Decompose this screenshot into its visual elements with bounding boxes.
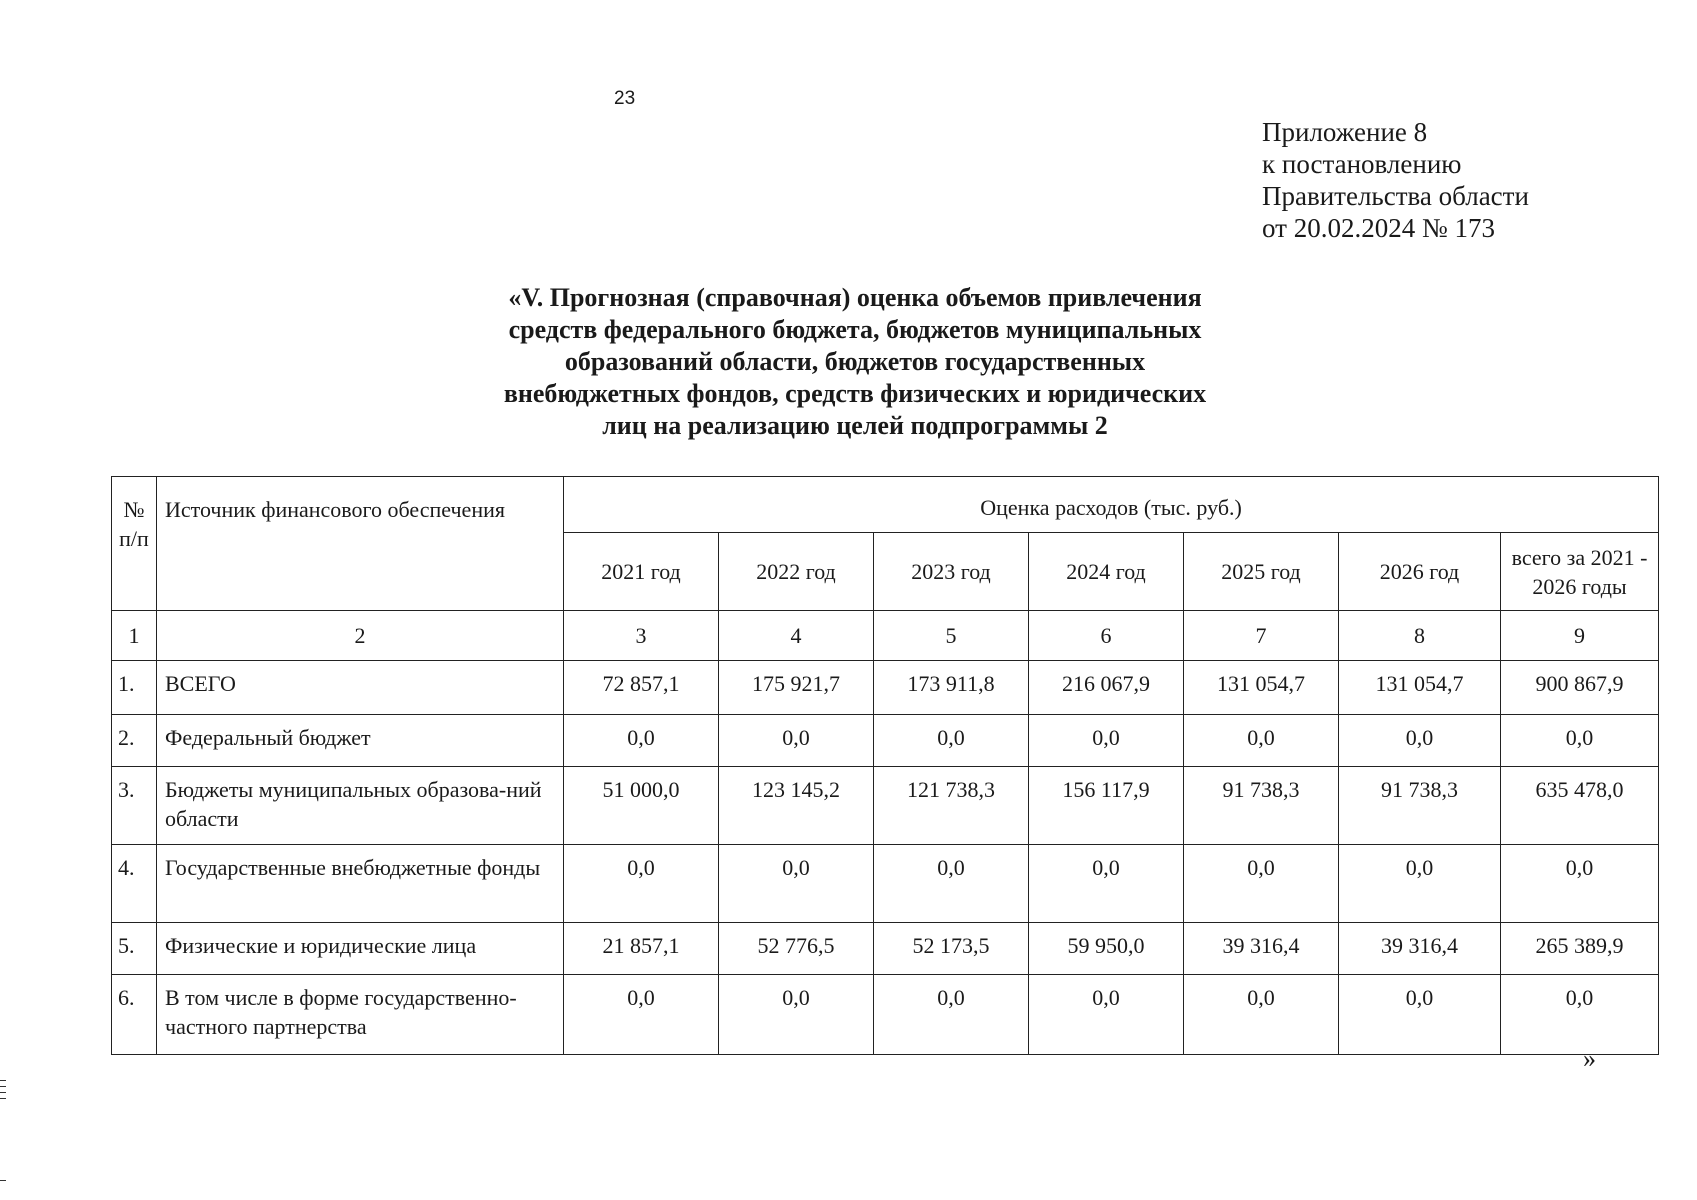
value-cell: 0,0 — [1339, 975, 1501, 1055]
header-year: 2026 год — [1339, 533, 1501, 611]
value-cell: 265 389,9 — [1501, 923, 1659, 975]
scan-margin-mark — [0, 1086, 6, 1087]
value-cell: 900 867,9 — [1501, 661, 1659, 715]
value-cell: 39 316,4 — [1339, 923, 1501, 975]
column-index: 4 — [719, 611, 874, 661]
column-index: 8 — [1339, 611, 1501, 661]
value-cell: 0,0 — [719, 975, 874, 1055]
value-cell: 216 067,9 — [1029, 661, 1184, 715]
table-row — [112, 767, 1659, 845]
table-row — [112, 975, 1659, 1055]
value-cell: 72 857,1 — [564, 661, 719, 715]
value-cell: 21 857,1 — [564, 923, 719, 975]
table-row — [112, 923, 1659, 975]
row-source-name: Физические и юридические лица — [157, 923, 564, 975]
header-year: 2024 год — [1029, 533, 1184, 611]
value-cell: 0,0 — [1501, 975, 1659, 1055]
column-index: 5 — [874, 611, 1029, 661]
row-source-name: В том числе в форме государственно-частного партнерства — [157, 975, 564, 1055]
scan-margin-mark — [0, 1180, 6, 1181]
value-cell: 173 911,8 — [874, 661, 1029, 715]
funding-table — [111, 476, 1659, 1055]
appendix-line: от 20.02.2024 № 173 — [1262, 213, 1495, 243]
value-cell: 0,0 — [719, 715, 874, 767]
table-row — [112, 661, 1659, 715]
row-number: 4. — [112, 845, 157, 923]
value-cell: 91 738,3 — [1339, 767, 1501, 845]
value-cell: 0,0 — [1501, 845, 1659, 923]
appendix-reference — [1262, 116, 1529, 244]
row-source-name: Бюджеты муниципальных образова-ний области — [157, 767, 564, 845]
column-index: 3 — [564, 611, 719, 661]
value-cell: 91 738,3 — [1184, 767, 1339, 845]
value-cell: 0,0 — [1184, 715, 1339, 767]
scan-margin-mark — [0, 1092, 6, 1093]
scan-margin-mark — [0, 1098, 6, 1099]
value-cell: 0,0 — [564, 975, 719, 1055]
value-cell: 0,0 — [1501, 715, 1659, 767]
row-source-name: Федеральный бюджет — [157, 715, 564, 767]
table-row — [112, 845, 1659, 923]
column-index: 7 — [1184, 611, 1339, 661]
closing-quote: » — [1583, 1044, 1596, 1073]
row-source-name: ВСЕГО — [157, 661, 564, 715]
appendix-line: Приложение 8 — [1262, 117, 1428, 147]
value-cell: 0,0 — [874, 715, 1029, 767]
row-number: 3. — [112, 767, 157, 845]
value-cell: 635 478,0 — [1501, 767, 1659, 845]
row-number: 2. — [112, 715, 157, 767]
value-cell: 131 054,7 — [1339, 661, 1501, 715]
header-year: 2025 год — [1184, 533, 1339, 611]
title-line: образований области, бюджетов государственных — [564, 347, 1146, 376]
value-cell: 0,0 — [719, 845, 874, 923]
table-row — [112, 715, 1659, 767]
row-number: 1. — [112, 661, 157, 715]
column-index-row — [112, 611, 1659, 661]
value-cell: 0,0 — [1029, 715, 1184, 767]
header-year: 2023 год — [874, 533, 1029, 611]
value-cell: 0,0 — [1184, 845, 1339, 923]
row-number: 5. — [112, 923, 157, 975]
value-cell: 59 950,0 — [1029, 923, 1184, 975]
table-header-row — [112, 477, 1659, 533]
title-line: «V. Прогнозная (справочная) оценка объемов привлечения — [508, 283, 1202, 312]
row-source-name: Государственные внебюджетные фонды — [157, 845, 564, 923]
value-cell: 39 316,4 — [1184, 923, 1339, 975]
header-num: № п/п — [112, 477, 157, 611]
column-index: 6 — [1029, 611, 1184, 661]
title-line: внебюджетных фондов, средств физических и юридических — [503, 379, 1207, 408]
value-cell: 52 173,5 — [874, 923, 1029, 975]
appendix-line: Правительства области — [1262, 181, 1529, 211]
section-title — [440, 282, 1270, 442]
scan-margin-mark — [0, 1080, 6, 1081]
appendix-line: к постановлению — [1262, 149, 1462, 179]
value-cell: 0,0 — [874, 975, 1029, 1055]
column-index: 9 — [1501, 611, 1659, 661]
value-cell: 0,0 — [1339, 715, 1501, 767]
value-cell: 131 054,7 — [1184, 661, 1339, 715]
value-cell: 0,0 — [1184, 975, 1339, 1055]
value-cell: 123 145,2 — [719, 767, 874, 845]
page-number: 23 — [614, 88, 636, 109]
header-expense-estimate: Оценка расходов (тыс. руб.) — [564, 477, 1659, 533]
value-cell: 0,0 — [1029, 975, 1184, 1055]
value-cell: 0,0 — [1029, 845, 1184, 923]
title-line: лиц на реализацию целей подпрограммы 2 — [602, 411, 1108, 440]
header-year: 2022 год — [719, 533, 874, 611]
header-source: Источник финансового обеспечения — [157, 477, 564, 611]
header-year: 2021 год — [564, 533, 719, 611]
title-line: средств федерального бюджета, бюджетов муниципальных — [508, 315, 1202, 344]
value-cell: 0,0 — [564, 845, 719, 923]
row-number: 6. — [112, 975, 157, 1055]
column-index: 1 — [112, 611, 157, 661]
value-cell: 0,0 — [564, 715, 719, 767]
value-cell: 0,0 — [874, 845, 1029, 923]
value-cell: 51 000,0 — [564, 767, 719, 845]
header-year-total: всего за 2021 - 2026 годы — [1501, 533, 1659, 611]
value-cell: 175 921,7 — [719, 661, 874, 715]
value-cell: 0,0 — [1339, 845, 1501, 923]
value-cell: 156 117,9 — [1029, 767, 1184, 845]
value-cell: 52 776,5 — [719, 923, 874, 975]
value-cell: 121 738,3 — [874, 767, 1029, 845]
column-index: 2 — [157, 611, 564, 661]
